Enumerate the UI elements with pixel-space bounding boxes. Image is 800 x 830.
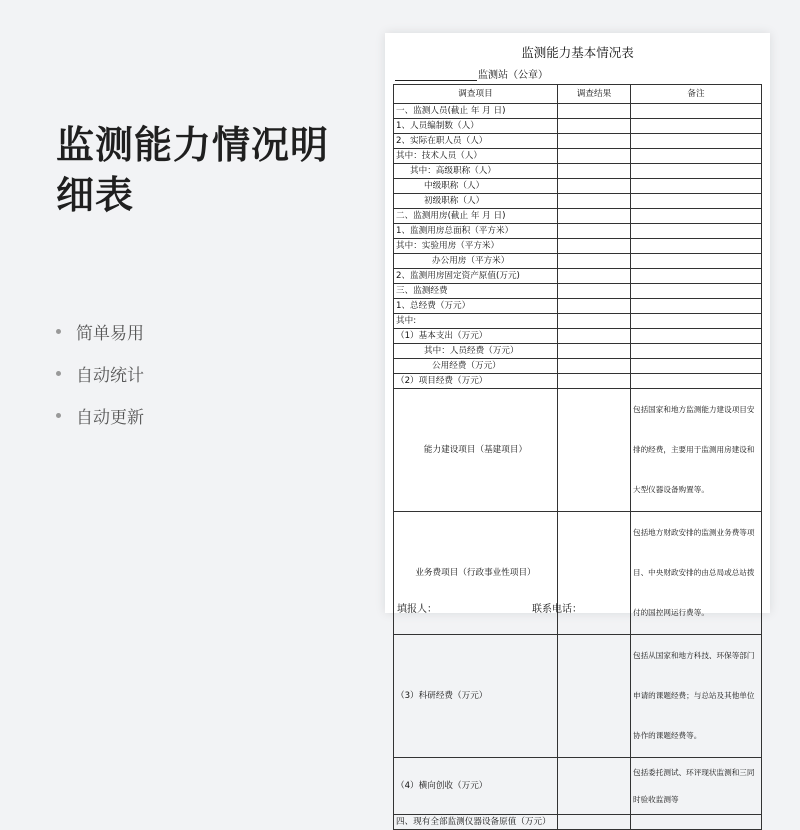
table-body	[394, 104, 762, 830]
row-item-cell: 其中：高级职称（人）	[394, 164, 558, 179]
row-note-cell: 包括地方财政安排的监测业务费等项目、中央财政安排的由总局或总站拨付的国控网运行费等。	[631, 512, 762, 635]
document-preview	[385, 33, 770, 827]
column-header-note: 备注	[631, 85, 762, 104]
row-note-cell	[631, 359, 762, 374]
table-row	[394, 254, 762, 269]
row-note-cell	[631, 104, 762, 119]
table-row	[394, 359, 762, 374]
row-item-cell: 能力建设项目（基建项目）	[394, 389, 558, 512]
station-label: 监测站（公章）	[478, 70, 548, 81]
row-result-cell	[558, 224, 631, 239]
feature-item	[56, 310, 144, 352]
feature-item	[56, 394, 144, 436]
row-note-cell	[631, 179, 762, 194]
table-row	[394, 389, 762, 512]
row-note-cell	[631, 269, 762, 284]
row-note-cell	[631, 254, 762, 269]
row-item-cell: 2、监测用房固定资产原值(万元)	[394, 269, 558, 284]
row-result-cell	[558, 284, 631, 299]
table-row	[394, 209, 762, 224]
row-item-cell: 四、现有全部监测仪器设备原值（万元）	[394, 815, 558, 830]
column-header-item: 调查项目	[394, 85, 558, 104]
row-result-cell	[558, 359, 631, 374]
row-item-cell: 其中：人员经费（万元）	[394, 344, 558, 359]
row-note-cell	[631, 374, 762, 389]
document-title: 监测能力基本情况表	[521, 45, 634, 60]
row-item-cell: 办公用房（平方米）	[394, 254, 558, 269]
row-note-cell	[631, 239, 762, 254]
row-note-cell	[631, 329, 762, 344]
station-blank	[395, 69, 477, 81]
row-result-cell	[558, 149, 631, 164]
table-row	[394, 119, 762, 134]
table-header-row	[394, 85, 762, 104]
table-row	[394, 179, 762, 194]
station-line	[395, 66, 548, 81]
table-row	[394, 635, 762, 758]
document-footer	[397, 600, 757, 615]
row-note-cell	[631, 194, 762, 209]
row-item-cell: 2、实际在职人员（人）	[394, 134, 558, 149]
row-result-cell	[558, 239, 631, 254]
page-headline: 监测能力情况明细表	[56, 123, 330, 217]
row-result-cell	[558, 758, 631, 815]
row-item-cell: 一、监测人员(截止 年 月 日)	[394, 104, 558, 119]
table-row	[394, 758, 762, 815]
row-result-cell	[558, 389, 631, 512]
row-result-cell	[558, 104, 631, 119]
table-row	[394, 149, 762, 164]
row-note-cell	[631, 314, 762, 329]
table-row	[394, 374, 762, 389]
row-result-cell	[558, 194, 631, 209]
table-row	[394, 329, 762, 344]
row-result-cell	[558, 815, 631, 830]
row-item-cell: 1、监测用房总面积（平方米）	[394, 224, 558, 239]
table-row	[394, 284, 762, 299]
row-note-cell	[631, 164, 762, 179]
row-item-cell: 其中：实验用房（平方米）	[394, 239, 558, 254]
row-item-cell: （3）科研经费（万元）	[394, 635, 558, 758]
row-item-cell: 二、监测用房(截止 年 月 日)	[394, 209, 558, 224]
table-row	[394, 239, 762, 254]
table-row	[394, 512, 762, 635]
row-item-cell: 中级职称（人）	[394, 179, 558, 194]
table-row	[394, 314, 762, 329]
footer-phone-label: 联系电话：	[532, 604, 582, 615]
feature-label: 简单易用	[76, 323, 144, 344]
table-row	[394, 815, 762, 830]
row-result-cell	[558, 635, 631, 758]
table-row	[394, 164, 762, 179]
table-row	[394, 134, 762, 149]
bullet-dot-icon	[56, 413, 61, 418]
column-header-result: 调查结果	[558, 85, 631, 104]
row-result-cell	[558, 269, 631, 284]
survey-table	[393, 84, 762, 830]
row-result-cell	[558, 164, 631, 179]
row-note-cell: 包括国家和地方监测能力建设项目安排的经费，主要用于监测用房建设和大型仪器设备购置等。	[631, 389, 762, 512]
row-item-cell: （1）基本支出（万元）	[394, 329, 558, 344]
row-note-cell	[631, 209, 762, 224]
row-note-cell	[631, 119, 762, 134]
row-result-cell	[558, 344, 631, 359]
row-item-cell: 其中:	[394, 314, 558, 329]
table-row	[394, 194, 762, 209]
table-row	[394, 344, 762, 359]
table-row	[394, 104, 762, 119]
row-note-cell	[631, 344, 762, 359]
row-note-cell	[631, 149, 762, 164]
bullet-dot-icon	[56, 329, 61, 334]
feature-item	[56, 352, 144, 394]
row-result-cell	[558, 134, 631, 149]
row-result-cell	[558, 374, 631, 389]
row-result-cell	[558, 209, 631, 224]
table-row	[394, 269, 762, 284]
row-note-cell: 包括委托测试、环评现状监测和三同时验收监测等	[631, 758, 762, 815]
row-item-cell: 1、总经费（万元）	[394, 299, 558, 314]
feature-list	[56, 310, 144, 436]
feature-label: 自动统计	[76, 365, 144, 386]
bullet-dot-icon	[56, 371, 61, 376]
row-result-cell	[558, 299, 631, 314]
row-result-cell	[558, 314, 631, 329]
table-row	[394, 224, 762, 239]
row-result-cell	[558, 512, 631, 635]
row-result-cell	[558, 329, 631, 344]
row-note-cell	[631, 815, 762, 830]
row-result-cell	[558, 254, 631, 269]
row-note-cell	[631, 299, 762, 314]
row-note-cell	[631, 284, 762, 299]
footer-filler-label: 填报人：	[397, 604, 437, 615]
row-note-cell	[631, 134, 762, 149]
row-note-cell: 包括从国家和地方科技、环保等部门申请的课题经费；与总站及其他单位协作的课题经费等。	[631, 635, 762, 758]
table-row	[394, 299, 762, 314]
feature-label: 自动更新	[76, 407, 144, 428]
row-note-cell	[631, 224, 762, 239]
row-item-cell: 公用经费（万元）	[394, 359, 558, 374]
row-item-cell: 初级职称（人）	[394, 194, 558, 209]
row-item-cell: （4）横向创收（万元）	[394, 758, 558, 815]
row-result-cell	[558, 119, 631, 134]
row-item-cell: （2）项目经费（万元）	[394, 374, 558, 389]
row-result-cell	[558, 179, 631, 194]
row-item-cell: 三、监测经费	[394, 284, 558, 299]
row-item-cell: 1、人员编制数（人）	[394, 119, 558, 134]
row-item-cell: 其中：技术人员（人）	[394, 149, 558, 164]
row-item-cell: 业务费项目（行政事业性项目）	[394, 512, 558, 635]
